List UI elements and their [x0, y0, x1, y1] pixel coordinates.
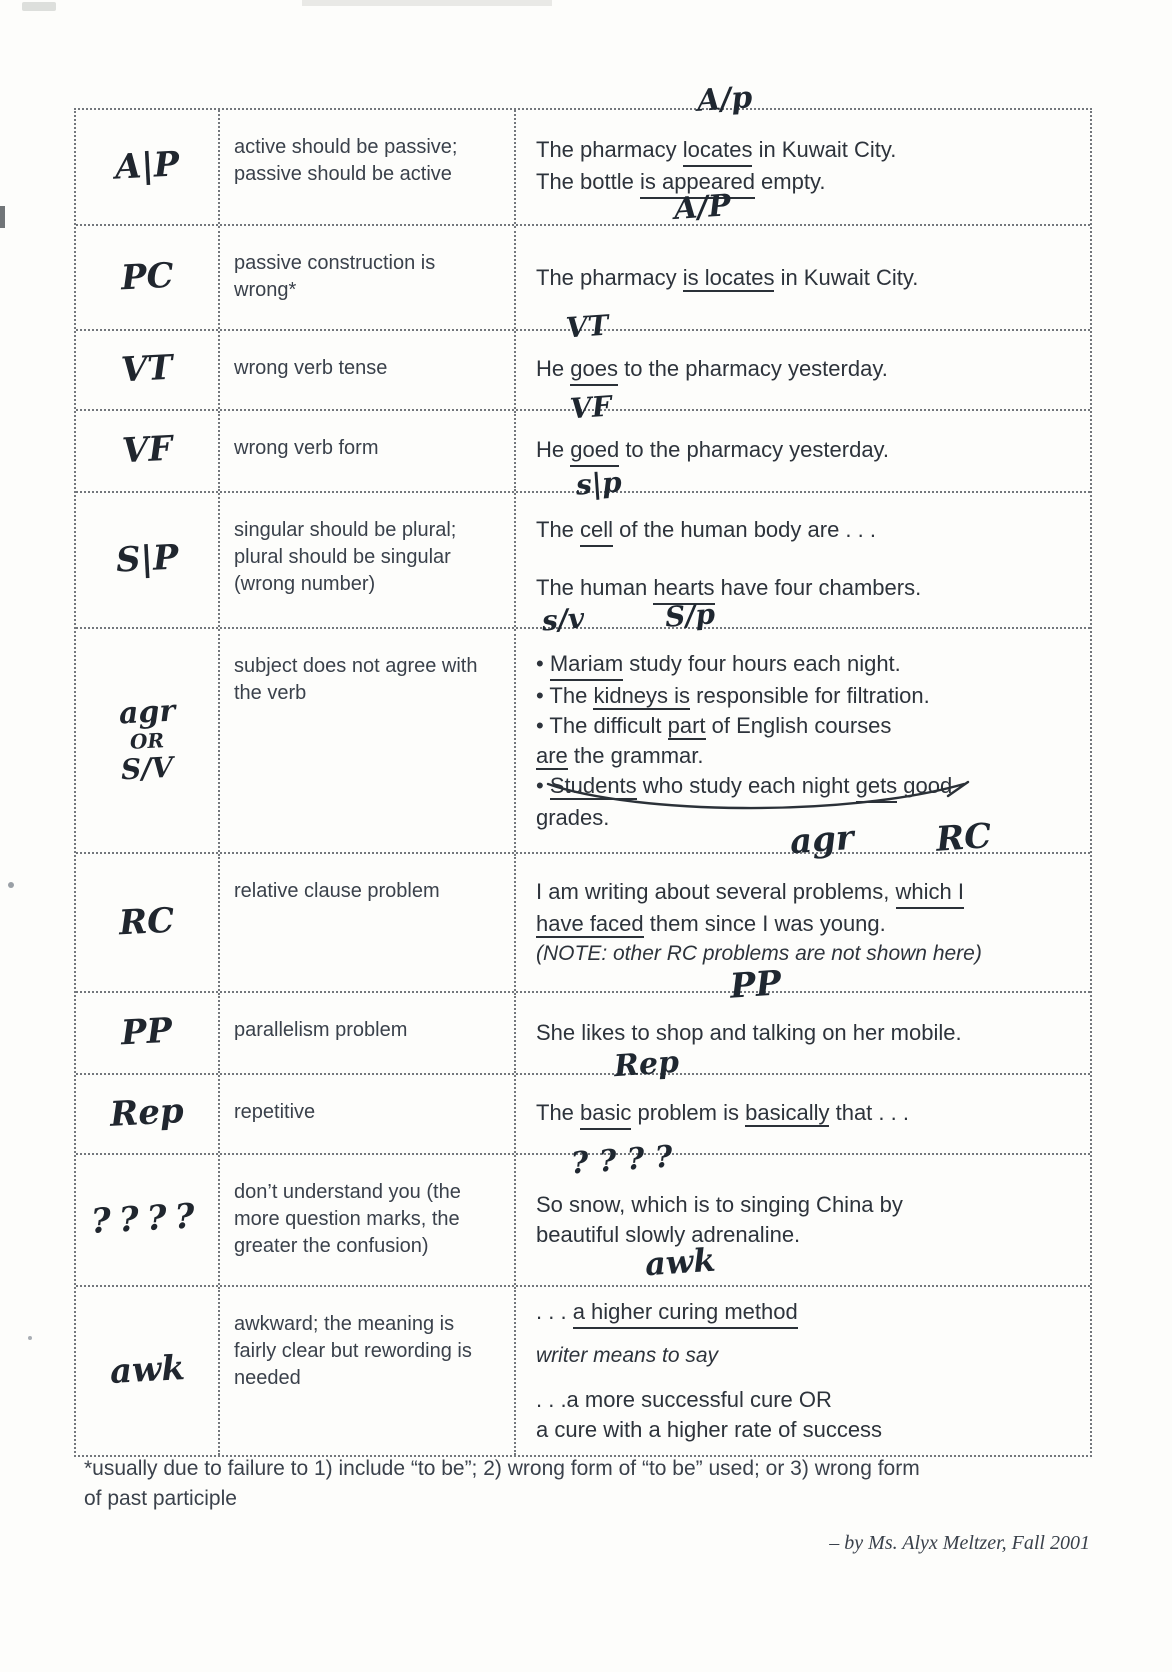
table-row — [76, 224, 1090, 329]
table-row — [76, 1044, 1090, 1153]
example-text: a cure with a higher rate of success — [536, 1417, 883, 1442]
meaning-cell — [220, 1155, 516, 1285]
meaning-cell — [220, 226, 516, 329]
meaning-line: passive construction is — [234, 252, 436, 274]
marks-table — [74, 80, 1092, 1457]
table-row — [76, 389, 1090, 491]
scan-artifact — [302, 0, 552, 6]
table-row — [76, 1139, 1090, 1285]
meaning-line: needed — [234, 1366, 301, 1389]
example-text: The pharmacy — [536, 264, 683, 290]
correction-symbol: S/V — [120, 750, 174, 787]
handwritten-annotation: Rep — [612, 1044, 681, 1085]
example-line — [536, 308, 1082, 386]
example-text: The — [536, 1100, 581, 1125]
meaning-line: wrong verb tense — [234, 357, 388, 379]
meaning-line: active should be passive; — [234, 136, 458, 158]
example-line — [536, 389, 1082, 467]
meaning-line: passive should be active — [234, 162, 452, 185]
example-cell — [516, 465, 1090, 634]
symbol-cell — [76, 331, 220, 409]
marked-text: Mariam s/v — [550, 649, 623, 681]
symbol-cell — [76, 493, 220, 627]
marked-text: a higher curing method awk — [573, 1297, 798, 1329]
meaning-line: repetitive — [234, 1101, 316, 1123]
example-text: responsible for filtration. — [690, 682, 930, 708]
marked-text: are — [536, 742, 568, 768]
meaning-cell — [220, 1287, 516, 1455]
symbol-cell — [76, 411, 220, 491]
correction-symbol: VT — [120, 348, 174, 391]
symbol-cell — [76, 1075, 220, 1153]
footnote — [84, 1454, 1044, 1515]
correction-symbol: VF — [120, 429, 174, 472]
symbol-cell — [76, 629, 220, 852]
meaning-line: wrong verb form — [234, 437, 379, 459]
meaning-line: more question marks, the — [234, 1207, 460, 1230]
example-text: . . .a more successful cure OR — [536, 1387, 832, 1412]
scan-artifact — [8, 882, 14, 888]
example-line — [536, 909, 1082, 939]
meaning-line: relative clause problem — [234, 880, 440, 902]
example-text: • The — [536, 682, 594, 708]
example-text: on her mobile. — [816, 1020, 962, 1045]
meaning-cell — [220, 493, 516, 627]
example-line — [536, 963, 1082, 1048]
example-cell — [516, 308, 1090, 409]
marked-text: goed VF — [570, 435, 619, 467]
handwritten-annotation: s|p — [574, 465, 623, 502]
marked-text: locates A/p — [683, 135, 753, 167]
example-text: good — [897, 772, 953, 798]
meaning-line: awkward; the meaning is — [234, 1313, 455, 1335]
table-row — [76, 963, 1090, 1073]
handwritten-annotation: s/v — [540, 601, 586, 637]
example-line — [536, 80, 1082, 167]
example-text: He — [536, 356, 571, 381]
example-line — [536, 1044, 1082, 1130]
example-text: which is to singing China by — [625, 1192, 903, 1217]
meaning-line: subject does not agree with — [234, 655, 478, 677]
meaning-line: wrong* — [234, 278, 297, 301]
correction-symbol: PC — [119, 255, 175, 299]
example-cell — [516, 963, 1090, 1073]
example-text: in Kuwait City. — [774, 264, 919, 290]
example-cell — [516, 389, 1090, 491]
example-text: So — [536, 1192, 570, 1217]
symbol-cell — [76, 1155, 220, 1285]
marked-text: goes VT — [570, 354, 618, 386]
symbol-cell — [76, 854, 220, 991]
example-text: (NOTE: other RC problems are not shown here) — [536, 941, 982, 965]
example-line — [536, 167, 1082, 227]
marked-text: gets agr — [788, 772, 898, 862]
example-text: problem is — [631, 1100, 746, 1125]
correction-symbol: PP — [120, 1011, 174, 1054]
example-text: of English courses — [705, 712, 892, 738]
footnote-line: *usually due to failure to 1) include “to be”; 2) wrong form of “to be” used; or 3) wrong form — [84, 1457, 920, 1480]
scan-artifact — [22, 2, 56, 11]
meaning-line: parallelism problem — [234, 1019, 408, 1041]
meaning-line: greater the confusion) — [234, 1234, 429, 1257]
example-text: to the pharmacy yesterday. — [617, 356, 888, 381]
meaning-line: don’t understand you (the — [234, 1181, 461, 1203]
example-text: writer means to say — [536, 1344, 719, 1367]
meaning-cell — [220, 411, 516, 491]
example-text: study four hours each night. — [623, 650, 901, 676]
example-line — [536, 263, 1082, 293]
marked-text: snow, ? ? ? ? — [569, 1139, 674, 1217]
handwritten-annotation: RC — [934, 815, 993, 860]
example-cell — [516, 1240, 1090, 1455]
marked-text: basically — [745, 1100, 830, 1125]
correction-symbol: ???? — [90, 1196, 204, 1243]
example-cell — [516, 1139, 1090, 1285]
example-line — [536, 1240, 1082, 1329]
example-text: beautiful slowly adrenaline. — [536, 1222, 801, 1247]
scan-artifact — [28, 1336, 32, 1340]
example-line — [536, 1220, 1082, 1250]
meaning-cell — [220, 629, 516, 852]
scan-artifact — [0, 206, 5, 228]
example-text: have four chambers. — [714, 575, 922, 600]
example-text: She likes to shop and — [536, 1020, 753, 1045]
symbol-cell — [76, 1287, 220, 1455]
example-text: The bottle — [536, 169, 640, 194]
example-line — [536, 465, 1082, 547]
handwritten-annotation: awk — [643, 1240, 717, 1284]
example-text: who study each night — [636, 772, 856, 798]
attribution: – by Ms. Alyx Meltzer, Fall 2001 — [829, 1532, 1090, 1554]
marked-text: is locates — [682, 264, 775, 290]
marked-text: have faced — [536, 910, 644, 936]
example-cell — [516, 1044, 1090, 1153]
example-line — [536, 681, 1082, 711]
marked-text: cell s|p — [580, 515, 613, 547]
marked-text: is appeared A/P — [639, 169, 755, 227]
example-text: • — [536, 650, 550, 676]
correction-symbol: A|P — [113, 144, 181, 189]
example-line — [536, 1415, 1082, 1445]
symbol-cell — [76, 993, 220, 1073]
example-line — [536, 939, 1082, 969]
example-text: in Kuwait City. — [752, 137, 897, 162]
handwritten-annotation: VT — [565, 308, 610, 345]
example-text: . . . — [536, 1299, 573, 1324]
marked-text: talking PP — [729, 963, 817, 1045]
example-line — [536, 1139, 1082, 1220]
meaning-cell — [220, 1075, 516, 1153]
table-row — [76, 80, 1090, 227]
example-text: that . . . — [829, 1100, 909, 1125]
correction-symbol: RC — [118, 900, 176, 944]
symbol-cell — [76, 226, 220, 329]
meaning-cell — [220, 331, 516, 409]
meaning-line: (wrong number) — [234, 572, 376, 595]
handwritten-annotation: agr — [788, 817, 855, 862]
example-line — [536, 741, 1082, 771]
example-text: to the pharmacy yesterday. — [619, 437, 890, 462]
example-text: the grammar. — [567, 742, 704, 768]
correction-symbol: awk — [108, 1348, 186, 1393]
example-text: The pharmacy — [536, 137, 683, 162]
example-text: empty. — [754, 169, 826, 194]
example-text: • The difficult — [536, 712, 668, 738]
meaning-cell — [220, 110, 516, 224]
example-cell — [516, 226, 1090, 329]
handwritten-annotation: A/P — [672, 188, 732, 227]
example-text: of the human body are . . . — [613, 517, 876, 542]
marked-text: which I RC — [896, 877, 964, 909]
example-line — [536, 1385, 1082, 1415]
handwritten-annotation: VF — [569, 389, 613, 426]
correction-symbol: S|P — [114, 537, 180, 582]
marked-text: basic Rep — [580, 1098, 631, 1130]
meaning-cell — [220, 993, 516, 1073]
meaning-line: plural should be singular — [234, 545, 451, 568]
marked-text: kidneys is — [593, 682, 691, 708]
example-text: I am writing about several problems, — [536, 878, 896, 904]
marked-text: Students — [549, 772, 637, 798]
meaning-line: singular should be plural; — [234, 519, 457, 541]
handwritten-annotation: S/p — [664, 597, 717, 634]
meaning-line: the verb — [234, 681, 307, 704]
handwritten-annotation: ? ? ? ? — [569, 1139, 674, 1182]
table-row — [76, 308, 1090, 409]
meaning-cell — [220, 854, 516, 991]
example-line — [536, 711, 1082, 741]
correction-symbol: agr — [117, 693, 176, 732]
handwritten-annotation: PP — [729, 963, 783, 1007]
correction-symbol: OR — [129, 728, 165, 755]
marked-text: part — [667, 712, 706, 738]
footnote-line: of past participle — [84, 1487, 237, 1511]
example-text: He — [536, 437, 571, 462]
symbol-cell — [76, 110, 220, 224]
meaning-line: fairly clear but rewording is — [234, 1339, 472, 1362]
example-text: them since I was young. — [643, 910, 886, 936]
example-line — [536, 1341, 1082, 1371]
example-text: The — [536, 517, 581, 542]
example-text: The human — [536, 575, 654, 600]
correction-symbol: Rep — [109, 1091, 185, 1136]
table-row — [76, 465, 1090, 634]
handwritten-annotation: A/p — [695, 80, 754, 119]
marked-text: hearts S/p — [653, 575, 717, 634]
example-text: • — [536, 772, 550, 798]
example-text: grades. — [536, 804, 610, 830]
example-cell — [516, 80, 1090, 227]
example-line — [536, 803, 1082, 833]
